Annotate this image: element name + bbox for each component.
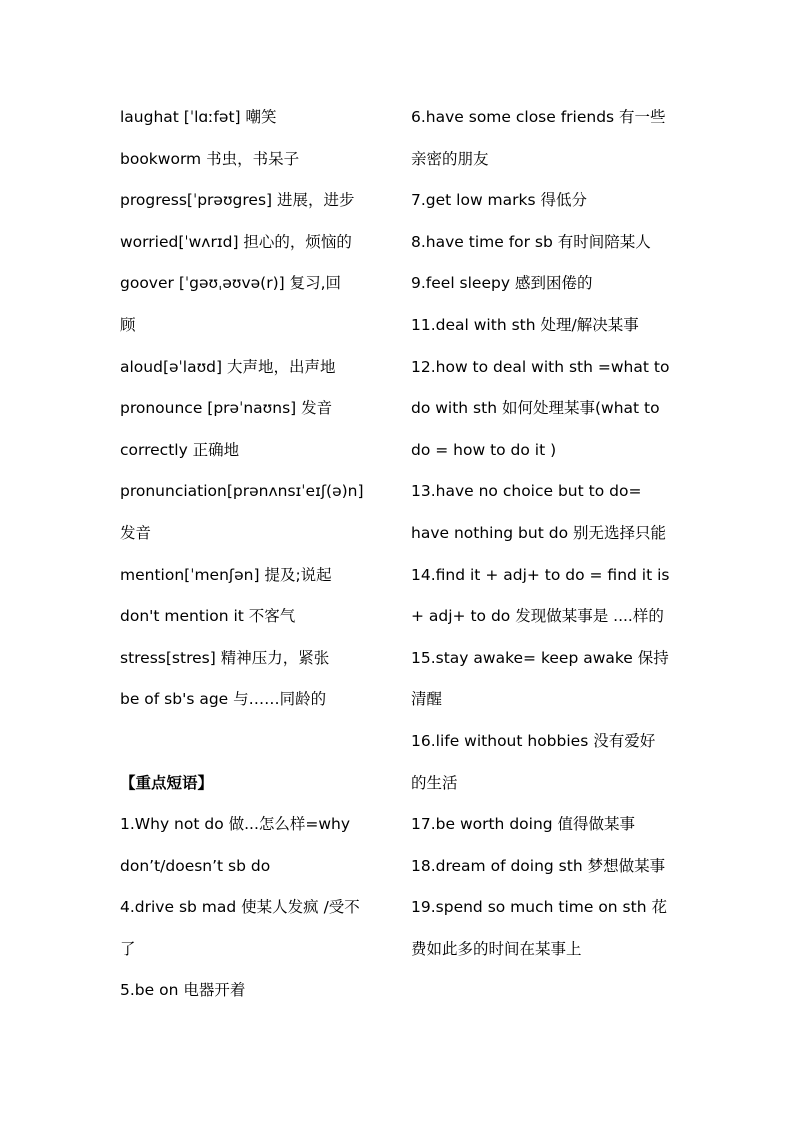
phrase-line-14: 14.find it + adj+ to do = find it is (411, 565, 670, 584)
phrase-line-14-cont: + adj+ to do 发现做某事是 ....样的 (411, 607, 664, 626)
phrase-line-11: 11.deal with sth 处理/解决某事 (411, 315, 639, 334)
phrase-line-18: 18.dream of doing sth 梦想做某事 (411, 856, 666, 875)
vocab-line-worried: worried[ˈwʌrɪd] 担心的，烦恼的 (120, 232, 352, 251)
vocab-line-pronunciation-cont: 发音 (120, 523, 152, 542)
vocab-line-aloud: aloud[əˈlaʊd] 大声地，出声地 (120, 357, 336, 376)
blank-line (120, 721, 392, 763)
vocab-line-goover-cont: 顾 (120, 315, 136, 334)
vocab-line-age: be of sb's age 与……同龄的 (120, 690, 327, 709)
phrase-line-15-cont: 清醒 (411, 690, 443, 709)
vocab-line-pronounce: pronounce [prəˈnaʊns] 发音 (120, 399, 333, 418)
phrase-line-4: 4.drive sb mad 使某人发疯 /受不 (120, 898, 360, 917)
vocab-line-mention: mention[ˈmenʃən] 提及;说起 (120, 565, 332, 584)
phrase-line-16-cont: 的生活 (411, 773, 458, 792)
right-column (411, 97, 681, 970)
phrase-line-12-cont-2: do = how to do it ) (411, 440, 557, 459)
vocab-line-bookworm: bookworm 书虫，书呆子 (120, 149, 300, 168)
phrase-line-13-cont: have nothing but do 别无选择只能 (411, 523, 666, 542)
phrase-line-1: 1.Why not do 做...怎么样=why (120, 815, 351, 834)
left-column (120, 97, 392, 1012)
phrase-line-12-cont: do with sth 如何处理某事(what to (411, 399, 660, 418)
phrase-line-9: 9.feel sleepy 感到困倦的 (411, 274, 593, 293)
phrase-line-4-cont: 了 (120, 939, 136, 958)
vocab-line-goover: goover [ˈgəʊˌəʊvə(r)] 复习,回 (120, 274, 342, 293)
phrase-line-16: 16.life without hobbies 没有爱好 (411, 731, 656, 750)
phrase-line-8: 8.have time for sb 有时间陪某人 (411, 232, 651, 251)
phrase-line-19-cont: 费如此多的时间在某事上 (411, 939, 582, 958)
vocab-line-correctly: correctly 正确地 (120, 440, 240, 459)
phrase-line-17: 17.be worth doing 值得做某事 (411, 815, 636, 834)
vocab-line-pronunciation: pronunciation[prənʌnsɪˈeɪʃ(ə)n] (120, 482, 364, 501)
phrase-line-7: 7.get low marks 得低分 (411, 191, 588, 210)
phrase-line-12: 12.how to deal with sth =what to (411, 357, 670, 376)
vocab-line-dont-mention: don't mention it 不客气 (120, 607, 296, 626)
vocab-line-progress: progress[ˈprəʊgres] 进展，进步 (120, 191, 355, 210)
phrase-line-6: 6.have some close friends 有一些 (411, 108, 666, 126)
phrase-line-13: 13.have no choice but to do= (411, 482, 642, 501)
phrase-line-1-cont: don’t/doesn’t sb do (120, 856, 271, 875)
phrase-line-15: 15.stay awake= keep awake 保持 (411, 648, 669, 667)
phrase-line-19: 19.spend so much time on sth 花 (411, 898, 667, 917)
phrase-line-5: 5.be on 电器开着 (120, 981, 246, 1000)
section-heading: 【重点短语】 (120, 773, 214, 792)
vocab-line-stress: stress[stres] 精神压力，紧张 (120, 648, 330, 667)
vocab-line-laughat: laughat [ˈlɑːfət] 嘲笑 (120, 108, 277, 126)
phrase-line-6-cont: 亲密的朋友 (411, 149, 489, 168)
